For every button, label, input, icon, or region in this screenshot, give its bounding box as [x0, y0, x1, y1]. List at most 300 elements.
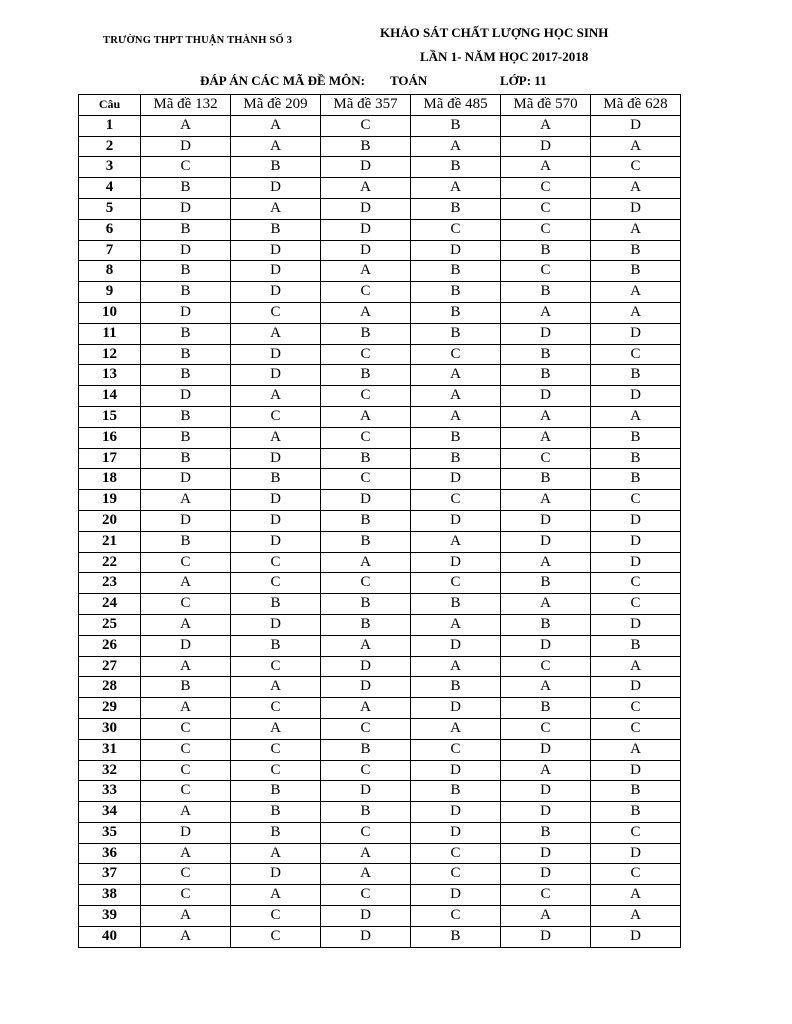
table-row [79, 552, 681, 573]
question-number: 20 [79, 510, 141, 531]
answer-cell: B [501, 573, 591, 594]
question-number: 22 [79, 552, 141, 573]
survey-subtitle: LẦN 1- NĂM HỌC 2017-2018 [420, 49, 589, 64]
answer-cell: B [591, 261, 681, 282]
answer-cell: C [591, 822, 681, 843]
question-number: 31 [79, 739, 141, 760]
question-number: 34 [79, 802, 141, 823]
answer-cell: C [321, 386, 411, 407]
answer-cell: B [411, 427, 501, 448]
question-number: 9 [79, 282, 141, 303]
answer-cell: B [141, 406, 231, 427]
answer-cell: A [411, 531, 501, 552]
answer-cell: D [231, 614, 321, 635]
answer-cell: D [501, 926, 591, 947]
answer-cell: C [141, 781, 231, 802]
question-number: 16 [79, 427, 141, 448]
answer-cell: B [411, 302, 501, 323]
table-row [79, 323, 681, 344]
answer-cell: A [411, 406, 501, 427]
answer-cell: A [321, 302, 411, 323]
answer-cell: D [231, 365, 321, 386]
table-header-row [79, 95, 681, 116]
question-number: 17 [79, 448, 141, 469]
answer-cell: B [411, 677, 501, 698]
answer-cell: B [501, 365, 591, 386]
answer-cell: B [591, 240, 681, 261]
table-row [79, 240, 681, 261]
question-number: 5 [79, 198, 141, 219]
answer-cell: A [321, 406, 411, 427]
answer-cell: B [321, 614, 411, 635]
answer-cell: C [231, 656, 321, 677]
table-row [79, 802, 681, 823]
answer-cell: B [321, 739, 411, 760]
question-number: 21 [79, 531, 141, 552]
answer-cell: A [501, 157, 591, 178]
answer-cell: C [141, 718, 231, 739]
table-row [79, 136, 681, 157]
question-number: 32 [79, 760, 141, 781]
answer-cell: A [591, 656, 681, 677]
answer-cell: C [591, 864, 681, 885]
column-header-exam-code: Mã đề 485 [411, 95, 501, 116]
answer-cell: D [591, 510, 681, 531]
answer-cell: B [141, 344, 231, 365]
answer-cell: D [501, 386, 591, 407]
answer-cell: D [591, 198, 681, 219]
answer-cell: C [411, 490, 501, 511]
answer-cell: D [411, 510, 501, 531]
answer-cell: A [321, 843, 411, 864]
question-number: 11 [79, 323, 141, 344]
answer-cell: B [501, 344, 591, 365]
column-header-exam-code: Mã đề 570 [501, 95, 591, 116]
answer-cell: D [591, 552, 681, 573]
answer-cell: C [501, 261, 591, 282]
answer-cell: C [501, 178, 591, 199]
table-row [79, 219, 681, 240]
answer-cell: C [591, 573, 681, 594]
answer-cell: A [501, 760, 591, 781]
answer-cell: D [411, 552, 501, 573]
answer-cell: D [411, 822, 501, 843]
answer-cell: D [501, 635, 591, 656]
question-number: 28 [79, 677, 141, 698]
answer-cell: C [321, 115, 411, 136]
answer-cell: A [411, 178, 501, 199]
answer-cell: B [231, 781, 321, 802]
answer-cell: A [231, 427, 321, 448]
table-row [79, 365, 681, 386]
grade-label: LỚP: 11 [500, 73, 547, 88]
answer-cell: C [231, 552, 321, 573]
answer-cell: C [231, 573, 321, 594]
answer-cell: B [411, 448, 501, 469]
answer-cell: C [411, 219, 501, 240]
table-row [79, 656, 681, 677]
answer-cell: B [141, 677, 231, 698]
answer-cell: A [321, 864, 411, 885]
answer-cell: A [501, 490, 591, 511]
answer-cell: B [411, 261, 501, 282]
answer-cell: C [591, 157, 681, 178]
answer-cell: D [591, 323, 681, 344]
answer-cell: A [141, 906, 231, 927]
answer-cell: D [501, 843, 591, 864]
answer-cell: D [501, 781, 591, 802]
answer-cell: A [141, 926, 231, 947]
question-number: 12 [79, 344, 141, 365]
answer-cell: D [321, 926, 411, 947]
answer-cell: A [141, 573, 231, 594]
answer-cell: C [411, 843, 501, 864]
answer-cell: C [141, 864, 231, 885]
answer-cell: B [231, 469, 321, 490]
answer-cell: B [321, 531, 411, 552]
answer-cell: A [591, 406, 681, 427]
answer-cell: C [591, 594, 681, 615]
answer-cell: D [231, 531, 321, 552]
answer-cell: B [231, 635, 321, 656]
table-row [79, 822, 681, 843]
answer-cell: C [321, 573, 411, 594]
question-number: 27 [79, 656, 141, 677]
table-row [79, 885, 681, 906]
answer-cell: A [411, 386, 501, 407]
answer-cell: D [141, 469, 231, 490]
answer-cell: D [141, 822, 231, 843]
table-row [79, 718, 681, 739]
question-number: 29 [79, 698, 141, 719]
answer-cell: D [231, 864, 321, 885]
answer-cell: B [141, 282, 231, 303]
answer-cell: A [411, 718, 501, 739]
column-header-exam-code: Mã đề 209 [231, 95, 321, 116]
answer-cell: D [141, 198, 231, 219]
answer-cell: A [501, 302, 591, 323]
table-row [79, 677, 681, 698]
answer-cell: A [231, 885, 321, 906]
answer-cell: C [231, 926, 321, 947]
answer-cell: A [321, 698, 411, 719]
answer-cell: B [591, 469, 681, 490]
answer-table [78, 94, 681, 948]
answer-cell: D [591, 843, 681, 864]
answer-cell: B [591, 635, 681, 656]
answer-cell: B [411, 781, 501, 802]
answer-cell: B [411, 282, 501, 303]
question-number: 38 [79, 885, 141, 906]
table-row [79, 926, 681, 947]
column-header-exam-code: Mã đề 132 [141, 95, 231, 116]
answer-cell: C [141, 760, 231, 781]
answer-cell: A [321, 635, 411, 656]
table-row [79, 115, 681, 136]
answer-cell: B [501, 614, 591, 635]
answer-cell: A [501, 406, 591, 427]
answer-cell: C [501, 448, 591, 469]
answer-cell: B [231, 802, 321, 823]
answer-cell: D [501, 802, 591, 823]
question-number: 39 [79, 906, 141, 927]
answer-cell: A [231, 386, 321, 407]
answer-cell: D [501, 864, 591, 885]
question-number: 36 [79, 843, 141, 864]
answer-cell: D [321, 656, 411, 677]
answer-cell: A [141, 115, 231, 136]
answer-cell: D [501, 136, 591, 157]
answer-cell: C [321, 469, 411, 490]
answer-cell: D [141, 302, 231, 323]
answer-cell: A [141, 656, 231, 677]
table-row [79, 282, 681, 303]
table-row [79, 427, 681, 448]
answer-cell: A [231, 115, 321, 136]
answer-cell: C [501, 656, 591, 677]
question-number: 1 [79, 115, 141, 136]
answer-cell: A [591, 282, 681, 303]
answer-cell: B [141, 365, 231, 386]
answer-cell: D [231, 240, 321, 261]
answer-cell: A [501, 115, 591, 136]
answer-cell: D [501, 510, 591, 531]
answer-cell: D [411, 760, 501, 781]
answer-cell: C [411, 864, 501, 885]
subject-label: TOÁN [390, 73, 428, 88]
answers-label: ĐÁP ÁN CÁC MÃ ĐỀ MÔN: [200, 73, 366, 88]
answer-cell: A [411, 614, 501, 635]
question-number: 24 [79, 594, 141, 615]
answer-cell: D [321, 490, 411, 511]
table-row [79, 573, 681, 594]
answer-cell: C [321, 282, 411, 303]
answer-cell: A [501, 427, 591, 448]
answer-cell: B [591, 802, 681, 823]
answer-cell: B [321, 594, 411, 615]
question-number: 10 [79, 302, 141, 323]
answer-cell: B [501, 240, 591, 261]
table-row [79, 490, 681, 511]
answer-cell: C [501, 885, 591, 906]
question-number: 15 [79, 406, 141, 427]
question-number: 2 [79, 136, 141, 157]
table-row [79, 739, 681, 760]
answer-cell: A [141, 490, 231, 511]
question-number: 13 [79, 365, 141, 386]
question-number: 25 [79, 614, 141, 635]
answer-cell: B [141, 219, 231, 240]
column-header-question: Câu [79, 95, 141, 116]
answer-cell: D [141, 136, 231, 157]
answer-cell: D [231, 510, 321, 531]
answer-cell: C [231, 760, 321, 781]
school-name: TRƯỜNG THPT THUẬN THÀNH SỐ 3 [103, 35, 293, 46]
answer-cell: B [231, 594, 321, 615]
answer-cell: A [141, 843, 231, 864]
table-row [79, 510, 681, 531]
answer-cell: A [231, 843, 321, 864]
answer-cell: C [411, 344, 501, 365]
table-row [79, 386, 681, 407]
table-row [79, 157, 681, 178]
question-number: 4 [79, 178, 141, 199]
answer-cell: D [321, 219, 411, 240]
answer-cell: D [231, 282, 321, 303]
answer-cell: D [231, 448, 321, 469]
answer-cell: B [411, 198, 501, 219]
question-number: 30 [79, 718, 141, 739]
table-row [79, 344, 681, 365]
answer-cell: B [231, 822, 321, 843]
answer-cell: A [501, 552, 591, 573]
answer-cell: D [591, 760, 681, 781]
answer-cell: D [411, 802, 501, 823]
answer-cell: D [141, 240, 231, 261]
answer-cell: C [321, 344, 411, 365]
table-row [79, 261, 681, 282]
table-row [79, 635, 681, 656]
question-number: 19 [79, 490, 141, 511]
answer-cell: B [411, 323, 501, 344]
answer-cell: D [231, 178, 321, 199]
answer-cell: A [501, 677, 591, 698]
answer-key-line [200, 73, 547, 89]
question-number: 8 [79, 261, 141, 282]
answer-cell: D [141, 635, 231, 656]
answer-cell: C [591, 490, 681, 511]
question-number: 7 [79, 240, 141, 261]
answer-cell: D [591, 614, 681, 635]
question-number: 14 [79, 386, 141, 407]
answer-cell: C [411, 739, 501, 760]
answer-cell: D [321, 677, 411, 698]
table-row [79, 198, 681, 219]
answer-cell: C [321, 427, 411, 448]
answer-cell: D [591, 115, 681, 136]
answer-cell: A [501, 906, 591, 927]
answer-cell: D [501, 531, 591, 552]
answer-cell: B [501, 822, 591, 843]
answer-cell: D [141, 510, 231, 531]
column-header-exam-code: Mã đề 357 [321, 95, 411, 116]
answer-cell: C [141, 552, 231, 573]
answer-cell: A [231, 677, 321, 698]
answer-cell: D [321, 906, 411, 927]
answer-cell: C [231, 906, 321, 927]
answer-cell: B [411, 157, 501, 178]
table-row [79, 302, 681, 323]
answer-cell: C [591, 344, 681, 365]
table-row [79, 448, 681, 469]
answer-cell: C [141, 885, 231, 906]
answer-cell: B [321, 365, 411, 386]
answer-cell: A [231, 718, 321, 739]
answer-cell: B [591, 781, 681, 802]
table-row [79, 406, 681, 427]
answer-cell: C [501, 718, 591, 739]
answer-cell: A [591, 739, 681, 760]
answer-cell: B [321, 510, 411, 531]
answer-cell: C [411, 573, 501, 594]
answer-cell: A [591, 906, 681, 927]
answer-cell: A [591, 885, 681, 906]
answer-cell: C [231, 302, 321, 323]
question-number: 23 [79, 573, 141, 594]
question-number: 40 [79, 926, 141, 947]
answer-cell: D [501, 739, 591, 760]
answer-cell: B [231, 219, 321, 240]
answer-cell: B [231, 157, 321, 178]
answer-cell: D [411, 240, 501, 261]
answer-cell: B [411, 594, 501, 615]
answer-cell: A [411, 136, 501, 157]
question-number: 37 [79, 864, 141, 885]
column-header-exam-code: Mã đề 628 [591, 95, 681, 116]
table-row [79, 178, 681, 199]
question-number: 3 [79, 157, 141, 178]
answer-cell: B [591, 448, 681, 469]
answer-cell: C [231, 739, 321, 760]
answer-cell: A [231, 136, 321, 157]
answer-cell: C [321, 885, 411, 906]
question-number: 35 [79, 822, 141, 843]
table-row [79, 469, 681, 490]
answer-cell: B [591, 427, 681, 448]
answer-cell: D [591, 386, 681, 407]
question-number: 26 [79, 635, 141, 656]
answer-cell: A [231, 198, 321, 219]
table-row [79, 906, 681, 927]
answer-cell: D [411, 469, 501, 490]
answer-cell: C [411, 906, 501, 927]
answer-cell: C [321, 822, 411, 843]
answer-cell: C [141, 594, 231, 615]
answer-cell: B [501, 698, 591, 719]
answer-cell: C [231, 406, 321, 427]
answer-cell: B [591, 365, 681, 386]
answer-cell: B [141, 448, 231, 469]
answer-cell: A [141, 698, 231, 719]
answer-cell: D [231, 490, 321, 511]
answer-cell: B [141, 531, 231, 552]
survey-title: KHẢO SÁT CHẤT LƯỢNG HỌC SINH [380, 25, 609, 40]
answer-cell: B [411, 115, 501, 136]
table-row [79, 781, 681, 802]
answer-cell: C [231, 698, 321, 719]
table-row [79, 614, 681, 635]
table-row [79, 698, 681, 719]
question-number: 33 [79, 781, 141, 802]
question-number: 18 [79, 469, 141, 490]
answer-cell: A [141, 614, 231, 635]
answer-cell: C [321, 760, 411, 781]
answer-cell: C [591, 698, 681, 719]
table-row [79, 843, 681, 864]
answer-cell: D [591, 677, 681, 698]
answer-cell: D [321, 157, 411, 178]
answer-cell: B [411, 926, 501, 947]
answer-cell: B [141, 261, 231, 282]
answer-cell: D [591, 926, 681, 947]
answer-cell: C [141, 157, 231, 178]
table-row [79, 760, 681, 781]
answer-cell: C [591, 718, 681, 739]
answer-cell: C [321, 718, 411, 739]
answer-cell: B [321, 136, 411, 157]
answer-cell: A [411, 656, 501, 677]
answer-cell: A [321, 178, 411, 199]
